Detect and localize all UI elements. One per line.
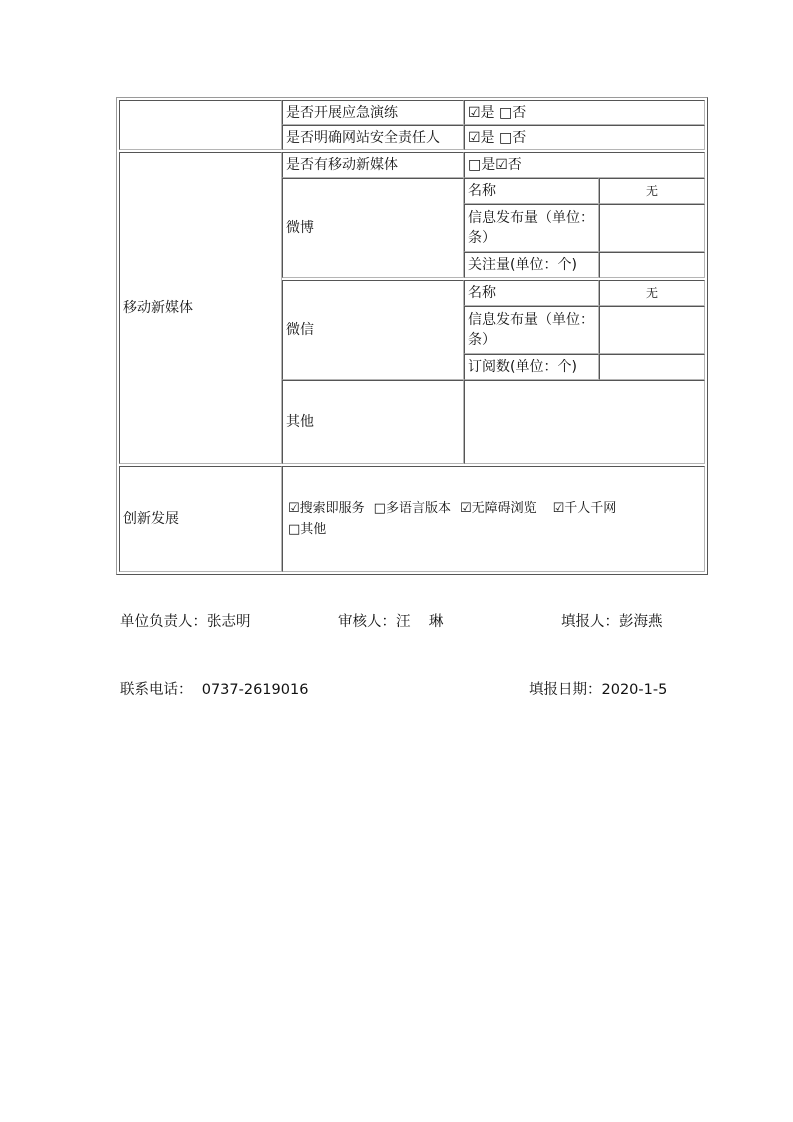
wechat-name-value: 无 (599, 280, 705, 306)
drill-value: ☑是 □否 (464, 100, 705, 125)
drill-label: 是否开展应急演练 (282, 100, 464, 125)
innovation-label: 创新发展 (119, 466, 282, 572)
filler: 填报人：彭海燕 (561, 614, 663, 630)
innovation-option-multilang: □多语言版本 (373, 501, 451, 516)
responsibility-value: ☑是 □否 (464, 125, 705, 150)
responsibility-label: 是否明确网站安全责任人 (282, 125, 464, 150)
fill-date: 填报日期：2020-1-5 (529, 682, 668, 698)
innovation-option-other: □其他 (288, 522, 327, 537)
innovation-options-list (286, 498, 616, 540)
weibo-name-value: 无 (599, 178, 705, 204)
reviewer: 审核人：汪 琳 (338, 614, 444, 630)
contact-phone: 联系电话： 0737-2619016 (120, 682, 309, 698)
unit-head: 单位负责人：张志明 (120, 614, 251, 630)
mobile-media-label: 移动新媒体 (119, 152, 282, 464)
innovation-option-search: ☑搜索即服务 (288, 501, 365, 516)
wechat-posts-label: 信息发布量（单位：条） (464, 306, 599, 354)
wechat-name-label: 名称 (464, 280, 599, 306)
innovation-options (282, 466, 705, 572)
wechat-subscribers-label: 订阅数(单位：个) (464, 354, 599, 380)
weibo-followers-value (599, 252, 705, 278)
wechat-subscribers-value (599, 354, 705, 380)
weibo-posts-label: 信息发布量（单位：条） (464, 204, 599, 252)
weibo-followers-label: 关注量(单位：个) (464, 252, 599, 278)
other-label: 其他 (282, 380, 464, 464)
wechat-posts-value (599, 306, 705, 354)
other-value (464, 380, 705, 464)
weibo-name-label: 名称 (464, 178, 599, 204)
wechat-label: 微信 (282, 280, 464, 380)
weibo-label: 微博 (282, 178, 464, 278)
weibo-posts-value (599, 204, 705, 252)
left-empty-cell (119, 100, 282, 150)
has-mobile-media-label: 是否有移动新媒体 (282, 152, 464, 178)
has-mobile-media-value: □是☑否 (464, 152, 705, 178)
innovation-option-personalized: ☑千人千网 (552, 501, 617, 516)
innovation-option-accessible: ☑无障碍浏览 (459, 501, 537, 516)
